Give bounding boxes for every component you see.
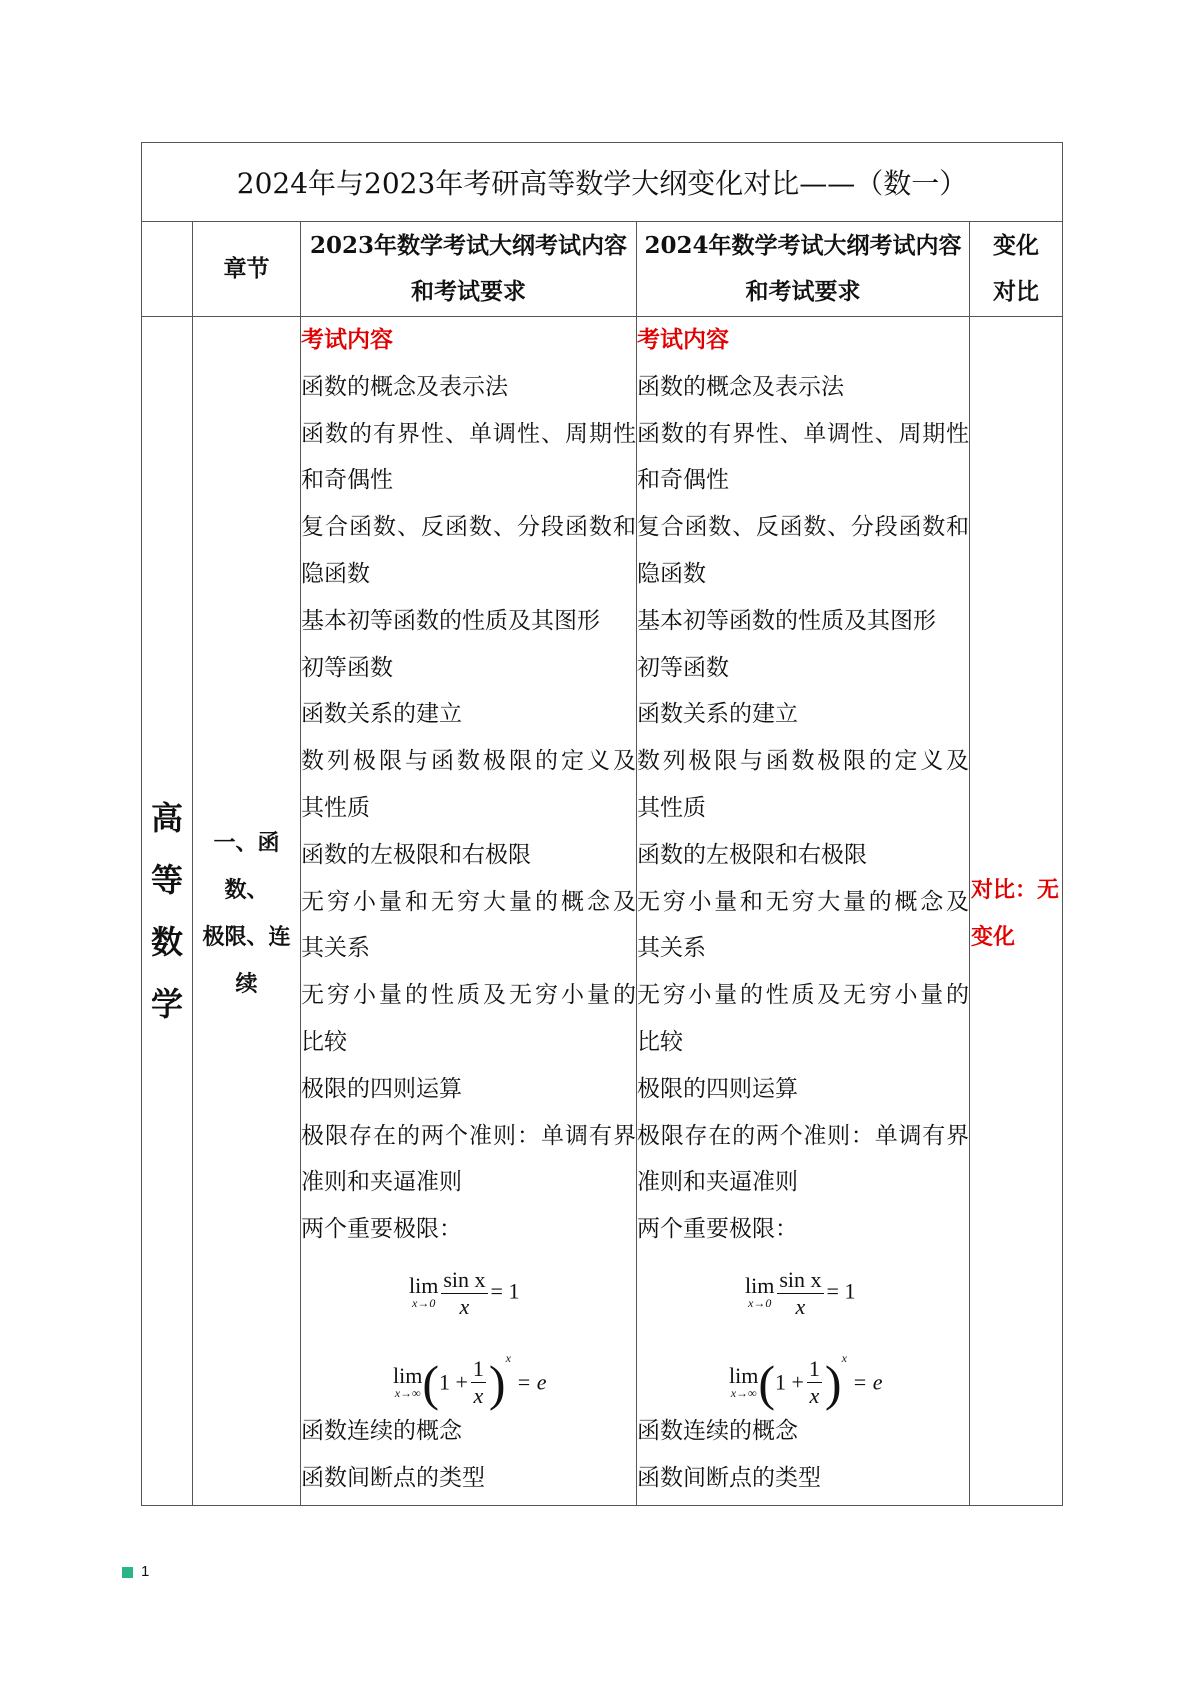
section-label: 考试内容 (637, 326, 729, 353)
list-item-line: 复合函数、反函数、分段函数和 (637, 514, 969, 541)
header-2024-line2: 和考试要求 (745, 278, 861, 305)
list-item-line: 极限的四则运算 (301, 1075, 462, 1102)
subject-cell (142, 317, 193, 1506)
list-item-line: 函数间断点的类型 (301, 1464, 485, 1491)
chapter-cell (193, 317, 301, 1506)
chapter-line: 续 (235, 970, 258, 997)
list-item-line: 准则和夹逼准则 (301, 1169, 462, 1196)
subject-char: 数 (150, 923, 183, 961)
list-item-line: 基本初等函数的性质及其图形 (301, 607, 600, 634)
list-item-line: 准则和夹逼准则 (637, 1169, 798, 1196)
list-item-line: 比较 (637, 1028, 683, 1055)
limit-e: lim x→∞ (1 + $\frac{1}{x}$ )$^x$ = e (729, 1350, 883, 1411)
list-item-line: 两个重要极限： (637, 1216, 798, 1243)
chapter-line: 极限、连 (202, 923, 291, 950)
list-item-line: 极限存在的两个准则：单调有界 (637, 1122, 969, 1149)
list-item-line: 函数的有界性、单调性、周期性 (301, 420, 636, 447)
list-item-line: 函数的左极限和右极限 (301, 841, 531, 868)
header-2024 (637, 222, 970, 317)
list-item-line: 函数连续的概念 (637, 1417, 798, 1444)
list-item-line: 函数的有界性、单调性、周期性 (637, 420, 969, 447)
important-limits-formula (301, 1253, 636, 1411)
list-item-line: 函数间断点的类型 (637, 1464, 821, 1491)
list-item-line: 和奇偶性 (637, 467, 729, 494)
content-2023 (301, 317, 637, 1506)
list-item-line: 两个重要极限： (301, 1216, 462, 1243)
list-item-line: 无穷小量和无穷大量的概念及 (301, 888, 636, 915)
change-cell (970, 317, 1063, 1506)
change-line: 变化 (971, 923, 1016, 950)
subject-char: 高 (150, 799, 183, 837)
list-item-line: 数列极限与函数极限的定义及 (301, 748, 636, 775)
limit-e: lim x→∞ (1 + $\frac{1}{x}$ )$^x$ = e (393, 1350, 547, 1411)
header-change (970, 222, 1063, 317)
subject-char: 学 (150, 985, 183, 1023)
list-item-line: 函数连续的概念 (301, 1417, 462, 1444)
list-item-line: 隐函数 (301, 560, 370, 587)
header-change-line2: 对比 (993, 278, 1040, 305)
list-item-line: 其性质 (301, 794, 370, 821)
list-item-line: 极限存在的两个准则：单调有界 (301, 1122, 636, 1149)
list-item-line: 无穷小量的性质及无穷小量的 (637, 982, 969, 1009)
list-item-line: 初等函数 (637, 654, 729, 681)
list-item-line: 其关系 (637, 935, 706, 962)
header-2024-line1: 2024年数学考试大纲考试内容 (644, 232, 962, 259)
change-line: 对比：无 (971, 876, 1060, 903)
list-item-line: 函数关系的建立 (637, 701, 798, 728)
lim: lim x→0 (745, 1273, 775, 1311)
list-item-line: 函数关系的建立 (301, 701, 462, 728)
page-number: 1 (141, 1563, 150, 1580)
subject-char: 等 (150, 861, 183, 899)
list-item-line: 函数的左极限和右极限 (637, 841, 867, 868)
content-2024 (637, 317, 970, 1506)
limit-sinx-over-x: lim x→0 $\frac{\text{sin x}}{x}$ = 1 (409, 1266, 520, 1319)
header-change-line1: 变化 (993, 232, 1040, 259)
list-item-line: 函数的概念及表示法 (637, 373, 844, 400)
list-item-line: 无穷小量和无穷大量的概念及 (637, 888, 969, 915)
list-item-line: 初等函数 (301, 654, 393, 681)
list-item-line: 其性质 (637, 794, 706, 821)
header-2023 (301, 222, 637, 317)
list-item-line: 数列极限与函数极限的定义及 (637, 748, 969, 775)
list-item-line: 函数的概念及表示法 (301, 373, 508, 400)
header-2023-line1: 2023年数学考试大纲考试内容 (309, 232, 627, 259)
list-item-line: 隐函数 (637, 560, 706, 587)
list-item-line: 基本初等函数的性质及其图形 (637, 607, 936, 634)
syllabus-comparison-table (141, 142, 1063, 1506)
header-2023-line2: 和考试要求 (411, 278, 526, 305)
list-item-line: 无穷小量的性质及无穷小量的 (301, 982, 636, 1009)
chapter-line: 一、函数、 (213, 829, 280, 903)
important-limits-formula (637, 1253, 969, 1411)
header-chapter: 章节 (193, 222, 301, 317)
limit-sinx-over-x: lim x→0 $\frac{\text{sin x}}{x}$ = 1 (745, 1266, 856, 1319)
list-item-line: 复合函数、反函数、分段函数和 (301, 514, 636, 541)
list-item-line: 其关系 (301, 935, 370, 962)
list-item-line: 和奇偶性 (301, 467, 393, 494)
lim: lim x→0 (409, 1273, 439, 1311)
section-label: 考试内容 (301, 326, 393, 353)
list-item-line: 比较 (301, 1028, 347, 1055)
list-item-line: 极限的四则运算 (637, 1075, 798, 1102)
table-title: 2024年与2023年考研高等数学大纲变化对比——（数一） (142, 143, 1063, 222)
footer-marker-icon (122, 1567, 133, 1578)
